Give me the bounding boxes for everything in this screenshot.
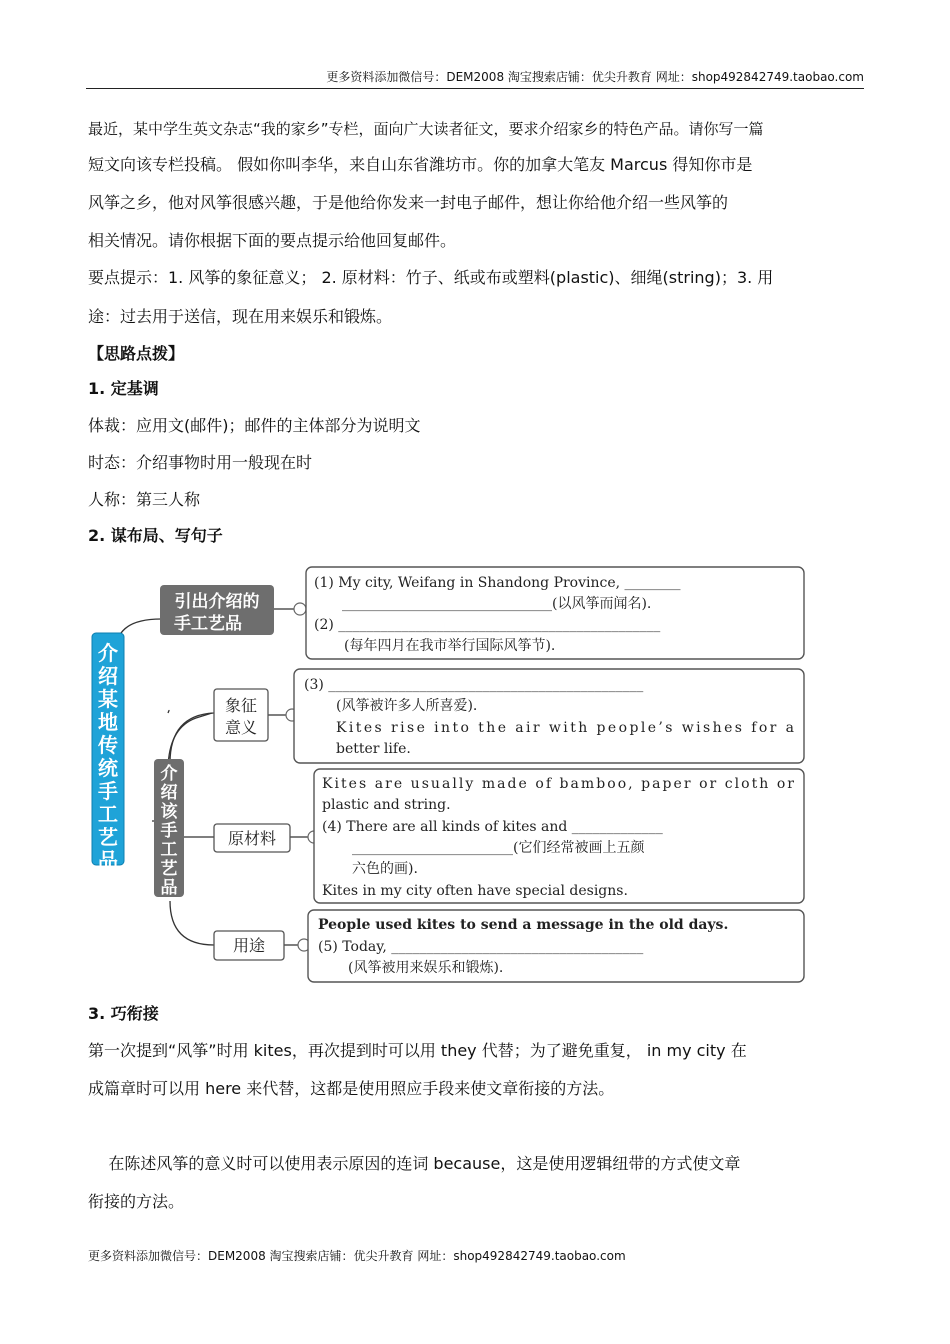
- craft-char: 手: [160, 821, 178, 841]
- box2-line-3: Kites rise into the air with people’s wishes for a: [336, 720, 794, 736]
- box-symbol: [294, 669, 804, 763]
- box3-line-1: Kites are usually made of bamboo, paper or cloth or: [322, 776, 794, 792]
- section-title: 【思路点拨】: [88, 344, 185, 363]
- craft-char: 工: [160, 840, 178, 860]
- box4-line-3: (风筝被用来娱乐和锻炼).: [348, 960, 504, 976]
- use-node: [214, 931, 284, 960]
- craft-char: 品: [160, 878, 178, 898]
- intro-label-1: 引出介绍的: [174, 592, 260, 612]
- symbol-label-1: 象征: [224, 696, 258, 715]
- root-char: 艺: [98, 825, 118, 849]
- task-points-2: 途：过去用于送信，现在用来娱乐和锻炼。: [88, 307, 393, 326]
- box3-line-4: _______________________(它们经常被画上五颜: [352, 840, 645, 856]
- root-char: 统: [98, 756, 118, 780]
- step1-person: 人称：第三人称: [88, 490, 201, 509]
- material-label: 原材料: [227, 829, 277, 848]
- box2-line-4: better life.: [336, 741, 411, 757]
- box2-line-1: (3) _____________________________________________: [304, 677, 644, 693]
- step3-line-2: 成篇章时可以用 here 来代替，这都是使用照应手段来使文章衔接的方法。: [88, 1079, 615, 1098]
- craft-char: 绍: [160, 783, 178, 803]
- box1-line-1: (1) My city, Weifang in Shandong Province, ________: [314, 575, 681, 591]
- box1-line-4: (每年四月在我市举行国际风筝节).: [344, 638, 556, 654]
- step1-genre: 体裁：应用文(邮件)；邮件的主体部分为说明文: [88, 416, 421, 435]
- symbol-label-2: 意义: [224, 718, 258, 737]
- task-line-3: 风筝之乡，他对风筝很感兴趣，于是他给你发来一封电子邮件，想让你给他介绍一些风筝的: [88, 193, 729, 212]
- craft-char: 艺: [160, 859, 178, 879]
- kite-mind-map: [86, 563, 808, 987]
- box4-line-1: People used kites to send a message in the old days.: [318, 917, 729, 933]
- task-line-2: 短文向该专栏投稿。 假如你叫李华，来自山东省潍坊市。你的加拿大笔友 Marcus 得知你市是: [88, 155, 753, 174]
- material-node: [214, 824, 290, 852]
- box3-line-5: 六色的画).: [352, 861, 418, 877]
- use-label: 用途: [232, 936, 266, 955]
- symbol-node: [214, 689, 268, 741]
- step3-title: 3. 巧衔接: [88, 1004, 159, 1023]
- box-intro: [306, 567, 804, 659]
- step3-line-3: 在陈述风筝的意义时可以使用表示原因的连词 because，这是使用逻辑纽带的方式使文章: [88, 1154, 741, 1173]
- page-header: 更多资料添加微信号：DEM2008 淘宝搜索店铺：优尖升教育 网址：shop492842749.taobao.com: [86, 68, 864, 89]
- box3-line-6: Kites in my city often have special designs.: [322, 883, 628, 899]
- box-material: [314, 769, 804, 903]
- root-char: 手: [98, 779, 118, 803]
- root-char: 传: [98, 733, 118, 757]
- root-char: 品: [98, 848, 118, 872]
- craft-char: 该: [160, 802, 178, 822]
- box2-line-2: (风筝被许多人所喜爱).: [336, 698, 478, 714]
- root-char: 地: [98, 710, 118, 734]
- intro-label-2: 手工艺品: [174, 614, 242, 634]
- task-points-1: 要点提示：1. 风筝的象征意义； 2. 原材料：竹子、纸或布或塑料(plastic)、细绳(string)；3. 用: [88, 268, 774, 287]
- task-line-4: 相关情况。请你根据下面的要点提示给他回复邮件。: [88, 231, 457, 250]
- step2-title: 2. 谋布局、写句子: [88, 526, 223, 545]
- box-use: [308, 910, 804, 982]
- connector-dot: [294, 603, 306, 615]
- box1-line-3: (2) ______________________________________________: [314, 617, 661, 633]
- craft-node: [154, 759, 184, 898]
- root-char: 工: [98, 802, 118, 826]
- box4-line-2: (5) Today, ____________________________________: [318, 939, 644, 955]
- root-char: 某: [98, 687, 118, 711]
- craft-char: 介: [160, 764, 178, 784]
- task-line-1: 最近，某中学生英文杂志“我的家乡”专栏，面向广大读者征文，要求介绍家乡的特色产品。请你写一篇: [88, 120, 764, 138]
- box3-line-3: (4) There are all kinds of kites and _____________: [322, 819, 663, 835]
- step1-tense: 时态：介绍事物时用一般现在时: [88, 453, 313, 472]
- box3-line-2: plastic and string.: [322, 797, 451, 813]
- root-char: 绍: [98, 664, 118, 688]
- box1-line-2: ______________________________(以风筝而闻名).: [342, 596, 652, 612]
- step3-line-1: 第一次提到“风筝”时用 kites，再次提到时可以用 they 代替；为了避免重复， in my city 在: [88, 1041, 747, 1060]
- step1-title: 1. 定基调: [88, 379, 159, 398]
- intro-node: [160, 585, 274, 635]
- page-footer: 更多资料添加微信号：DEM2008 淘宝搜索店铺：优尖升教育 网址：shop492842749.taobao.com: [88, 1249, 626, 1263]
- step3-line-4: 衔接的方法。: [88, 1192, 185, 1211]
- root-node: [92, 633, 124, 872]
- root-char: 介: [98, 641, 118, 665]
